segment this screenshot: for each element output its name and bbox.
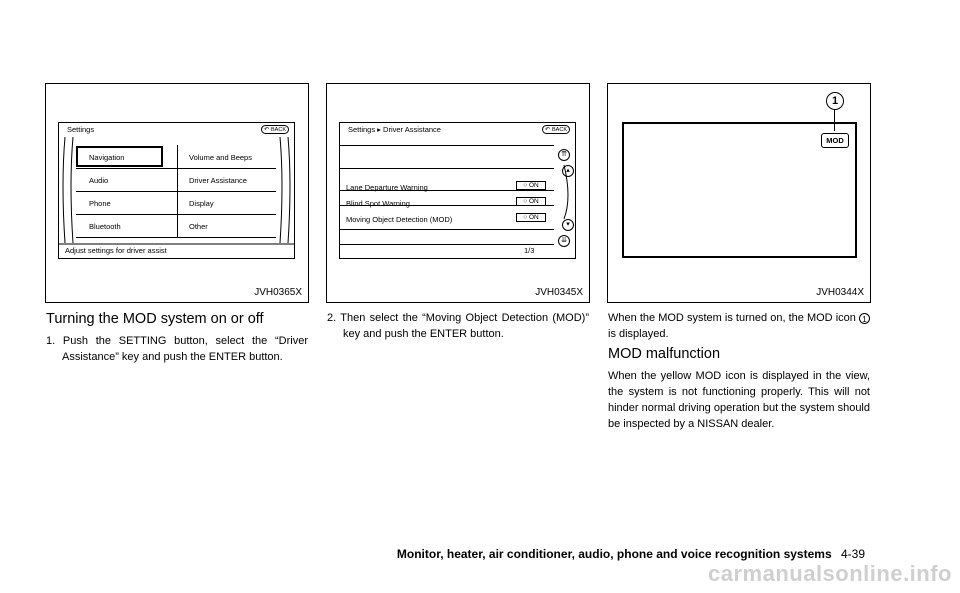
- back-arrow-icon: ↶: [264, 127, 270, 133]
- menu-item-volume: Volume and Beeps: [189, 153, 252, 162]
- menu-item-other: Other: [189, 222, 208, 231]
- toggle-icon: ○: [523, 198, 529, 205]
- scroll-top-icon: ⇈: [558, 149, 570, 161]
- figure-caption: JVH0344X: [816, 287, 864, 298]
- page-indicator: 1/3: [524, 246, 535, 255]
- settings-screen: [58, 122, 295, 259]
- figure-driver-assistance: [326, 83, 590, 303]
- lane-departure-toggle: ○ ON: [516, 181, 546, 190]
- menu-item-phone: Phone: [89, 199, 111, 208]
- figure-settings-menu: [45, 83, 309, 303]
- blind-spot-toggle: ○ ON: [516, 197, 546, 206]
- setting-row-label: Blind Spot Warning: [346, 199, 410, 208]
- toggle-icon: ○: [523, 214, 529, 221]
- mod-malfunction-paragraph: When the yellow MOD icon is displayed in the view, the system is not functioning properly. This will not hinder normal driving operation but the system should be inspected by a NISSAN dealer.: [608, 370, 870, 430]
- figure-caption: JVH0345X: [535, 287, 583, 298]
- callout-number-icon: 1: [859, 313, 870, 324]
- step-1-text: 1. Push the SETTING button, select the “Driver Assistance” key and push the ENTER button.: [46, 335, 308, 363]
- mod-on-paragraph: When the MOD system is turned on, the MOD icon 1 is displayed.: [608, 310, 870, 342]
- menu-item-navigation: Navigation: [89, 153, 125, 162]
- page-footer: [397, 547, 865, 561]
- mod-toggle: ○ ON: [516, 213, 546, 222]
- screen-title: Settings ▸ Driver Assistance: [348, 125, 441, 134]
- scroll-up-icon: ▴: [562, 165, 574, 177]
- menu-item-audio: Audio: [89, 176, 109, 185]
- menu-item-driver-assistance: Driver Assistance: [189, 176, 247, 185]
- page-number: 4-39: [840, 547, 865, 561]
- setting-row-label: Moving Object Detection (MOD): [346, 215, 453, 224]
- watermark: carmanualsonline.info: [708, 561, 952, 586]
- section-heading-mod-malfunction: MOD malfunction: [608, 346, 721, 362]
- menu-item-display: Display: [189, 199, 214, 208]
- figure-caption: JVH0365X: [254, 287, 302, 298]
- callout-number-icon: 1: [826, 92, 844, 110]
- section-title: Monitor, heater, air conditioner, audio, phone and voice recognition systems: [396, 547, 832, 561]
- setting-row-label: Lane Departure Warning: [346, 183, 428, 192]
- step-2-text: 2. Then select the “Moving Object Detection (MOD)” key and push the ENTER button.: [327, 312, 589, 340]
- back-arrow-icon: ↶: [545, 127, 551, 133]
- status-line: Adjust settings for driver assist: [65, 246, 167, 255]
- driver-assistance-screen: [339, 122, 576, 259]
- back-button: ↶ BACK: [542, 125, 570, 134]
- menu-item-bluetooth: Bluetooth: [89, 222, 121, 231]
- mod-icon: MOD: [821, 133, 849, 148]
- back-button: ↶ BACK: [261, 125, 289, 134]
- figure-mod-icon: [607, 83, 871, 303]
- scroll-down-icon: ▾: [562, 219, 574, 231]
- scroll-arc: [554, 143, 574, 253]
- section-heading-mod-on-off: Turning the MOD system on or off: [46, 311, 264, 327]
- scroll-bottom-icon: ⇊: [558, 235, 570, 247]
- toggle-icon: ○: [523, 182, 529, 189]
- screen-title: Settings: [67, 125, 95, 134]
